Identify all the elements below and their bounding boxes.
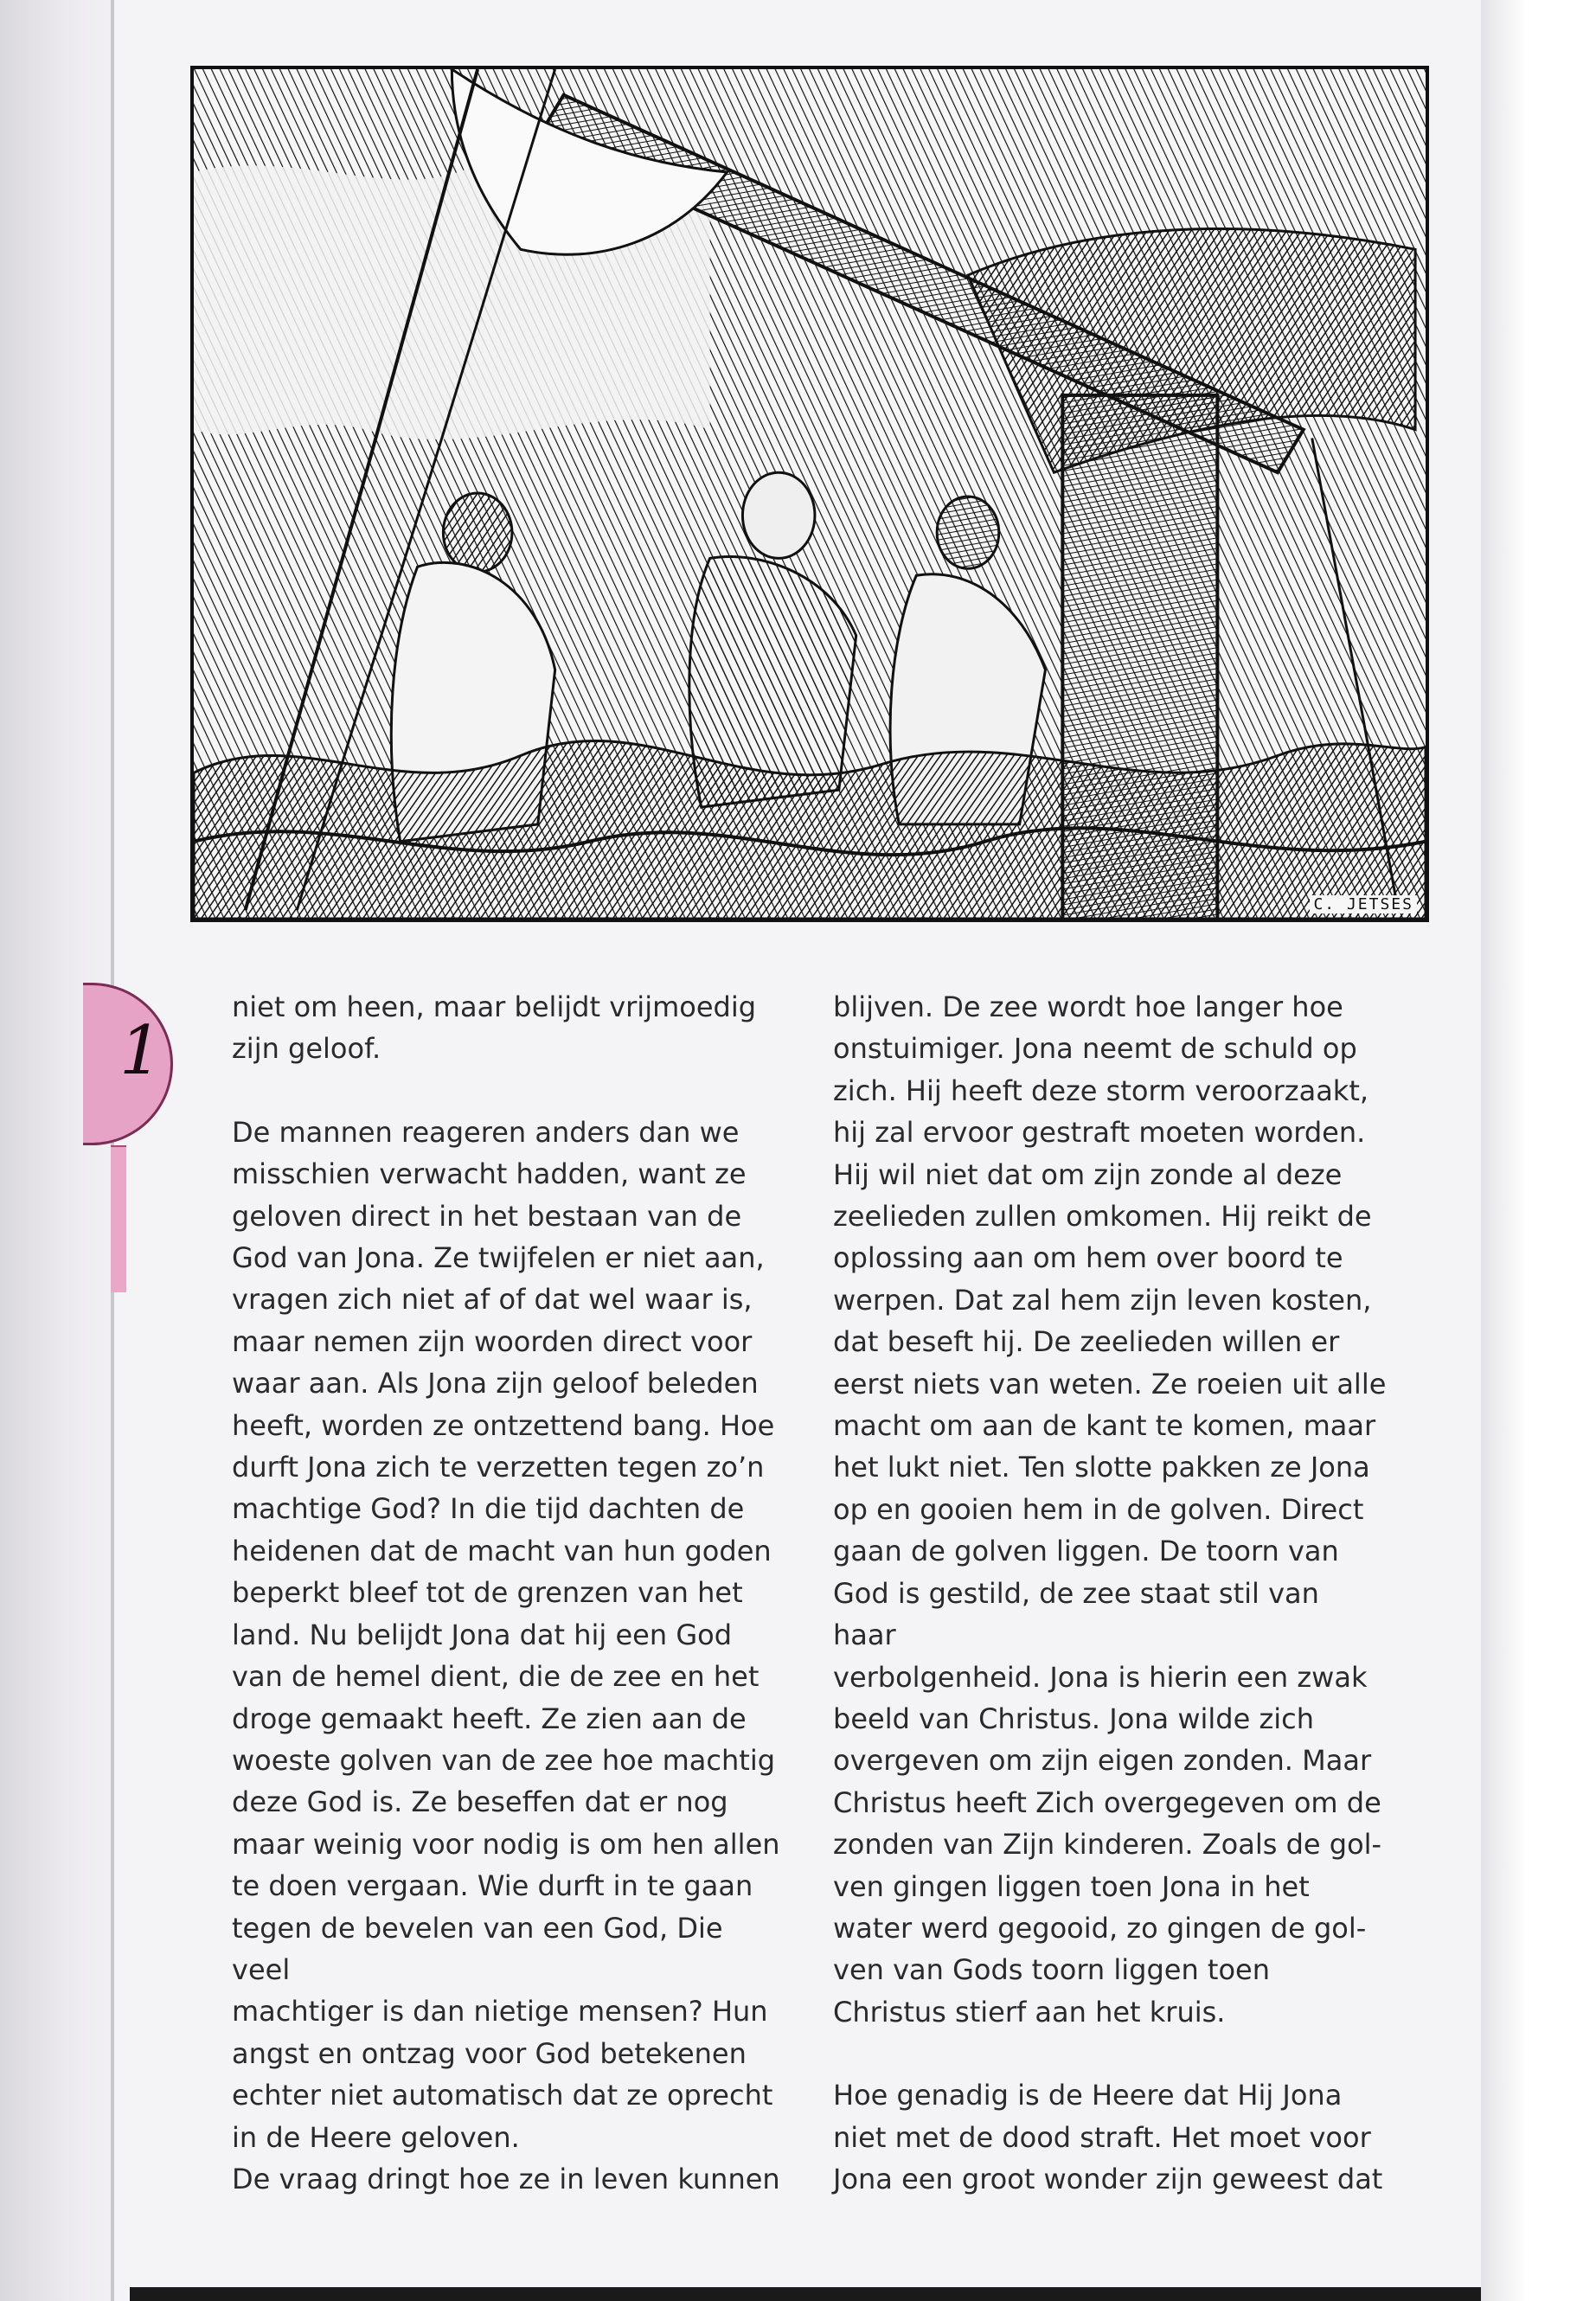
sailor-head xyxy=(443,493,512,572)
storm-ship-illustration xyxy=(190,66,1429,922)
left-page-margin xyxy=(0,0,114,2301)
section-number: 1 xyxy=(119,1012,163,1090)
paragraph: niet om heen, maar belijdt vrijmoedig zijn geloof. xyxy=(232,990,757,1066)
section-tab-strip xyxy=(111,1145,126,1292)
jona-head xyxy=(742,472,815,558)
right-text-column xyxy=(833,986,1387,2200)
left-text-column xyxy=(232,986,785,2200)
paragraph: De vraag dringt hoe ze in leven kunnen xyxy=(232,2162,780,2195)
right-page-margin xyxy=(1481,0,1596,2301)
page-bottom-edge xyxy=(130,2287,1481,2301)
sailor-head xyxy=(937,497,999,568)
paragraph: Hoe genadig is de Heere dat Hij Jona niet met de dood straft. Het moet voor Jona een groot wonder zijn geweest dat xyxy=(833,2079,1383,2195)
paragraph: De mannen reageren anders dan we misschien verwacht hadden, want ze geloven direct in het bestaan van de God van Jona. Ze twijfelen er niet aan, vragen zich niet af of dat wel waar is, maar nemen zijn woorden direct voor waar aan. Als Jona zijn geloof beleden heeft, worden ze ontzettend bang. Hoe durft Jona zich te verzetten tegen zo’n machtige God? In die tijd dachten de heidenen dat de macht van hun goden beperkt bleef tot de grenzen van het land. Nu belijdt Jona dat hij een God van de hemel dient, die de zee en het droge gemaakt heeft. Ze zien aan de woeste golven van de zee hoe machtig deze God is. Ze beseffen dat er nog maar weinig voor nodig is om hen allen te doen vergaan. Wie durft in te gaan tegen de bevelen van een God, Die veel machtiger is dan nietige mensen? Hun angst en ontzag voor God betekenen echter niet automatisch dat ze oprecht in de Heere geloven. xyxy=(232,1115,780,2154)
paragraph: blijven. De zee wordt hoe langer hoe onstuimiger. Jona neemt de schuld op zich. Hij heeft deze storm veroorzaakt, hij zal ervoor gestraft moeten worden. Hij wil niet dat om zijn zonde al deze zeelieden zullen omkomen. Hij reikt de oplossing aan om hem over boord te werpen. Dat zal hem zijn leven kosten, dat beseft hij. De zeelieden willen er eerst niets van weten. Ze roeien uit alle macht om aan de kant te komen, maar het lukt niet. Ten slotte pakken ze Jona op en gooien hem in de golven. Direct gaan de golven liggen. De toorn van God is gestild, de zee staat stil van haar verbolgenheid. Jona is hierin een zwak beeld van Christus. Jona wilde zich overgeven om zijn eigen zonden. Maar Christus heeft Zich overgegeven om de zonden van Zijn kinderen. Zoals de gol- ven gingen liggen toen Jona in het water werd gegooid, zo gingen de gol- ven van Gods toorn liggen toen Christus stierf aan het kruis. xyxy=(833,990,1387,2029)
artist-signature: C. JETSES xyxy=(1310,895,1417,913)
engraving-image xyxy=(194,69,1426,919)
